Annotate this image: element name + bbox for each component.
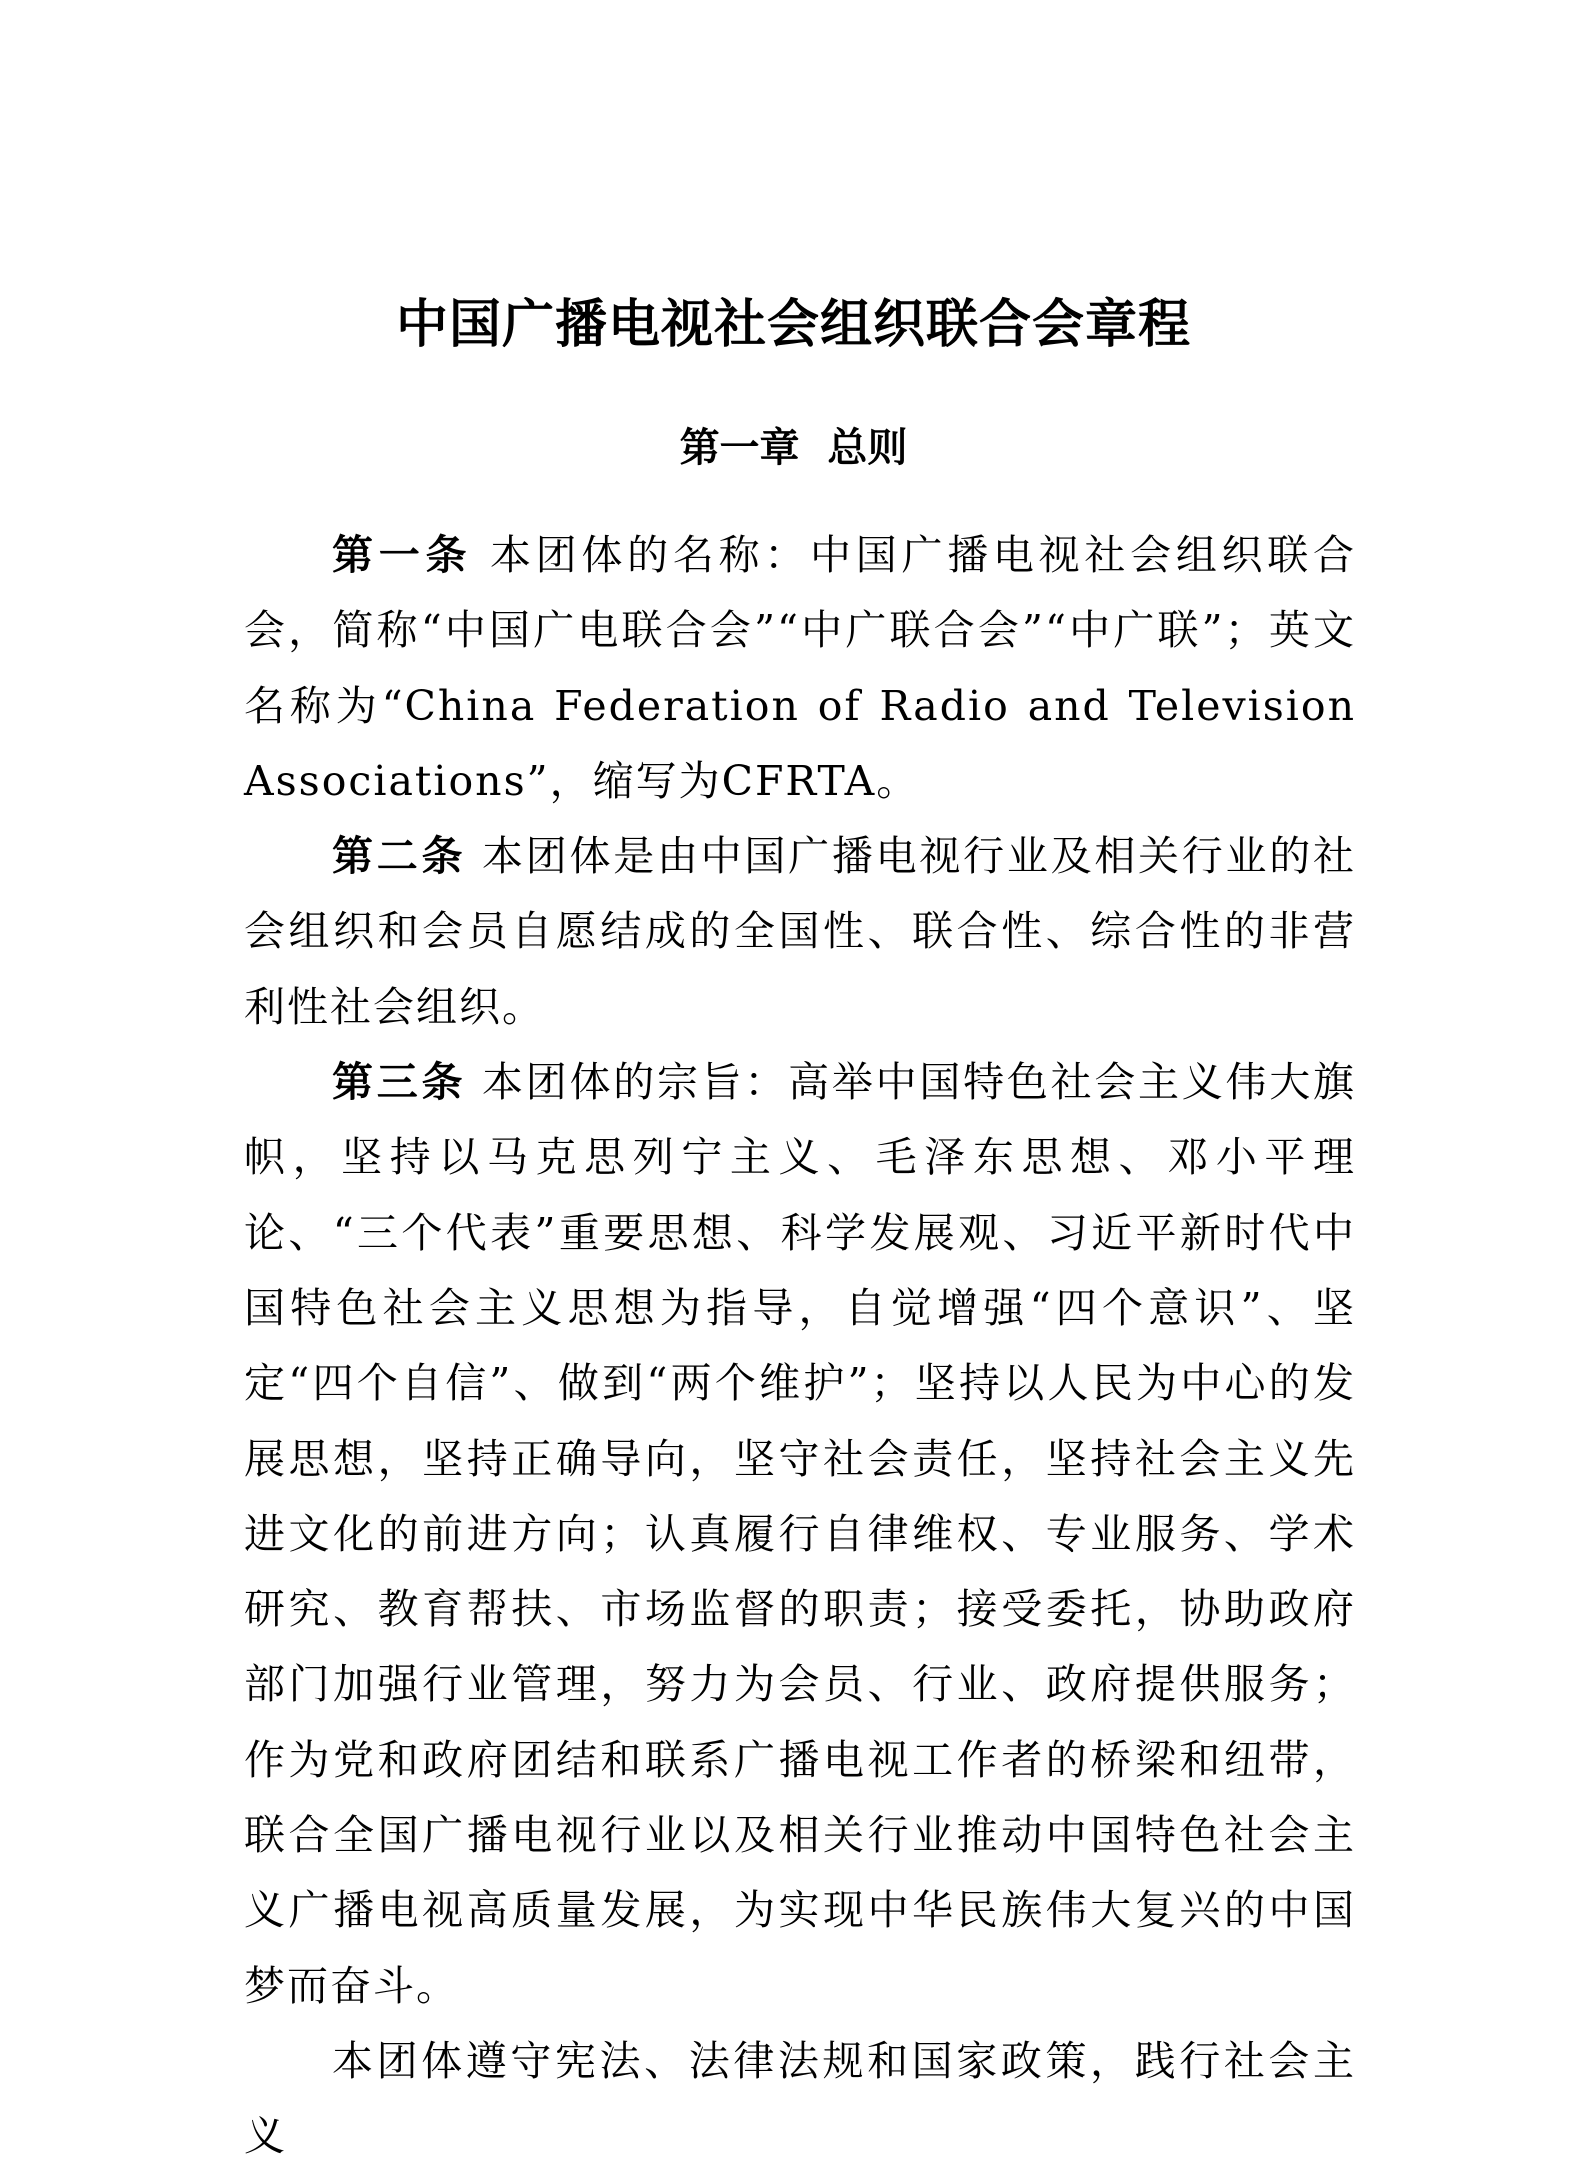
- article-label: 第二条: [332, 832, 467, 881]
- article-1: [244, 518, 1356, 819]
- paragraph-continuation: [244, 2024, 1356, 2175]
- article-3: [244, 1045, 1356, 2024]
- article-text: 本团体的宗旨：高举中国特色社会主义伟大旗帜，坚持以马克思列宁主义、毛泽东思想、邓小平理论、“三个代表”重要思想、科学发展观、习近平新时代中国特色社会主义思想为指导，自觉增强“四个意识”、坚定“四个自信”、做到“两个维护”；坚持以人民为中心的发展思想，坚持正确导向，坚守社会责任，坚持社会主义先进文化的前进方向；认真履行自律维权、专业服务、学术研究、教育帮扶、市场监督的职责；接受委托，协助政府部门加强行业管理，努力为会员、行业、政府提供服务；作为党和政府团结和联系广播电视工作者的桥梁和纽带，联合全国广播电视行业以及相关行业推动中国特色社会主义广播电视高质量发展，为实现中华民族伟大复兴的中国梦而奋斗。: [244, 1058, 1357, 2010]
- paragraph-text: 本团体遵守宪法、法律法规和国家政策，践行社会主义: [244, 2036, 1356, 2161]
- document-body: [244, 518, 1356, 2175]
- chapter-title: 第一章 总则: [679, 425, 908, 471]
- article-text: 本团体的名称：中国广播电视社会组织联合会，简称“中国广电联合会”“中广联合会”“中广联”；英文名称为“China Federation of Radio and Television Associations”，缩写为CFRTA。: [244, 531, 1357, 805]
- article-2: [244, 819, 1356, 1045]
- article-label: 第三条: [332, 1058, 467, 1107]
- article-label: 第一条: [332, 531, 473, 579]
- article-text: 本团体是由中国广播电视行业及相关行业的社会组织和会员自愿结成的全国性、联合性、综合性的非营利性社会组织。: [244, 832, 1357, 1031]
- document-title: 中国广播电视社会组织联合会章程: [395, 294, 1191, 355]
